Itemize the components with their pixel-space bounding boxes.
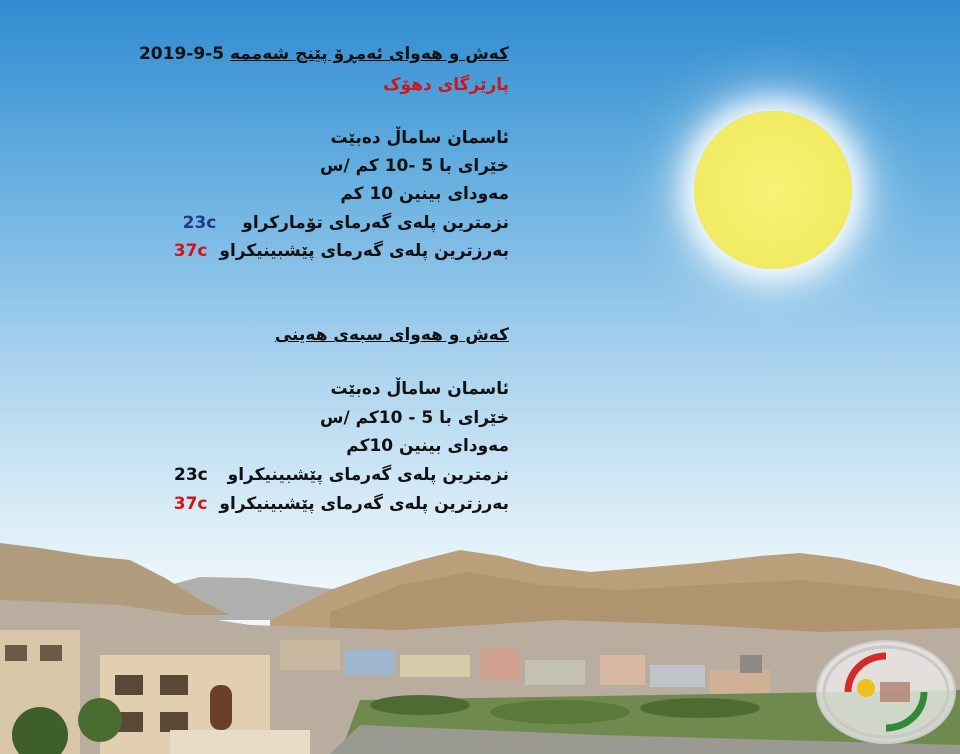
today-visibility: مەودای بینین 10 کم <box>340 184 509 204</box>
today-max-value: 37c <box>173 241 208 261</box>
tomorrow-wind: خێرای با 5 - 10کم /س <box>319 408 509 428</box>
tomorrow-visibility: مەودای بینین 10کم <box>346 436 509 456</box>
logo-emblem-icon <box>818 642 954 742</box>
today-wind: خێرای با 5 -10 کم /س <box>319 156 509 176</box>
today-region: پارێزگای دهۆک <box>383 75 509 95</box>
today-header <box>139 44 509 64</box>
organization-logo <box>816 640 956 744</box>
tomorrow-title: كەش و هەوای سبەی هەینی <box>274 325 509 345</box>
tomorrow-max-label: بەرزترین پلەی گەرمای پێشبینیکراو <box>219 494 509 514</box>
today-title: كەش و هەوای ئەمڕۆ پێنج شەممە <box>229 44 509 64</box>
tomorrow-sky: ئاسمان ساماڵ دەبێت <box>330 379 509 399</box>
tomorrow-max-value: 37c <box>173 494 208 514</box>
today-max-temp-row <box>174 241 509 261</box>
today-sky: ئاسمان ساماڵ دەبێت <box>330 128 509 148</box>
tomorrow-min-temp-row <box>174 465 509 485</box>
tomorrow-min-label: نزمترین پلەی گەرمای پێشبینیکراو <box>227 465 509 485</box>
today-min-label: نزمترین پلەی گەرمای تۆمارکراو <box>242 213 509 233</box>
today-max-label: بەرزترین پلەی گەرمای پێشبینیکراو <box>219 241 509 261</box>
today-min-temp-row <box>183 213 509 233</box>
tomorrow-max-temp-row <box>174 494 509 514</box>
today-min-value: 23c <box>182 213 217 233</box>
today-date: 2019-9-5 <box>138 44 225 64</box>
tomorrow-min-value: 23c <box>173 465 208 485</box>
